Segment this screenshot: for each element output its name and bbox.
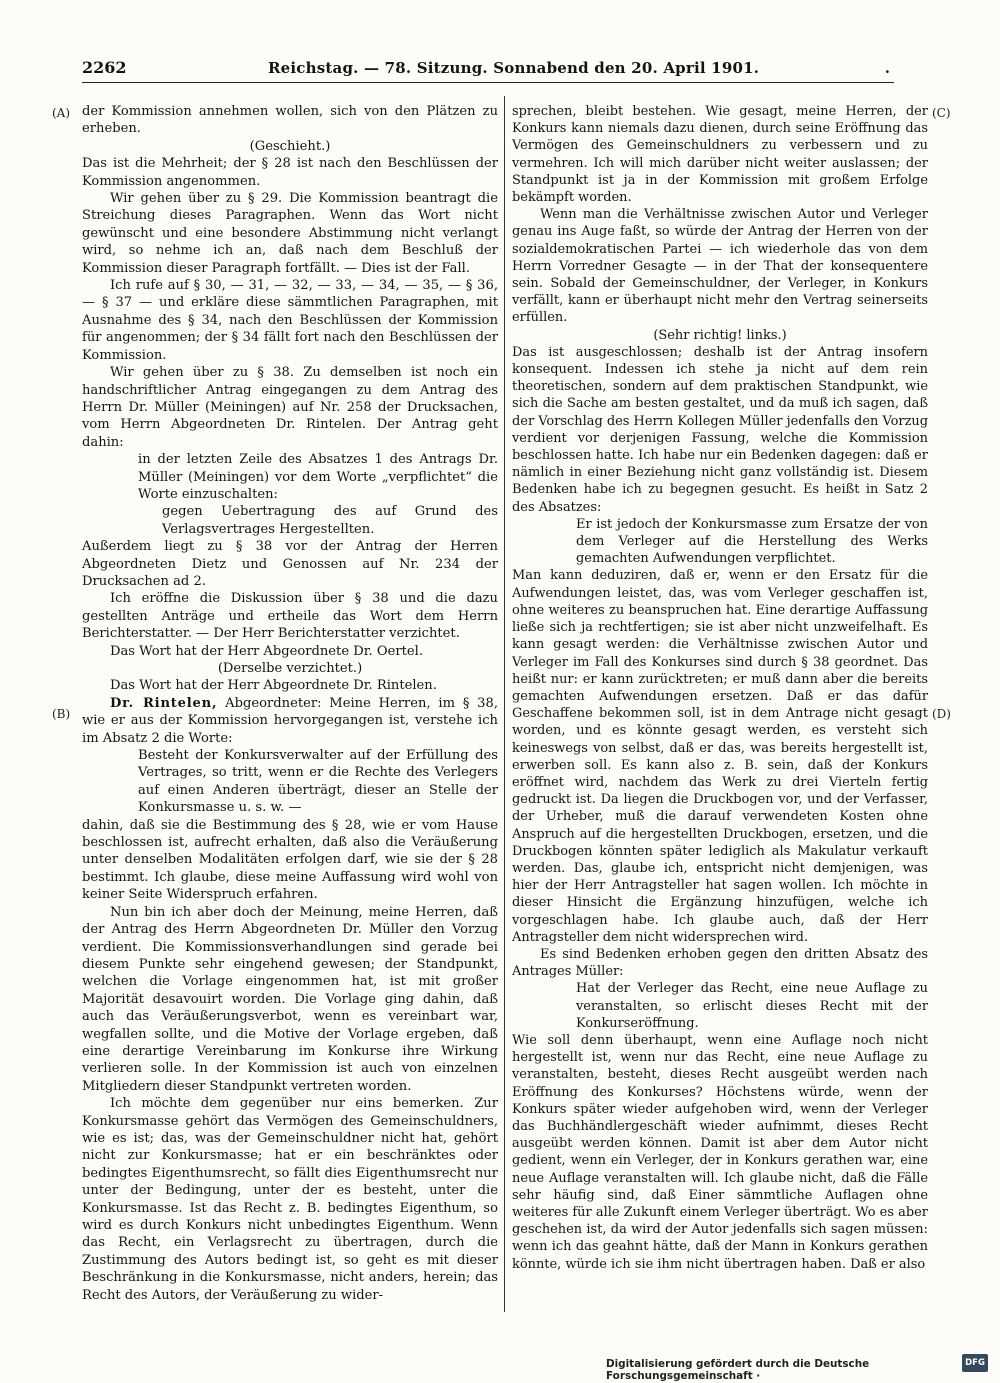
speech-opening [82,695,498,747]
paragraph: Es sind Bedenken erhoben gegen den dritten Absatz des Antrages Müller: [512,946,928,980]
paragraph: Das ist die Mehrheit; der § 28 ist nach den Beschlüssen der Kommission angenommen. [82,156,498,189]
column-divider [504,96,505,1312]
page-header [82,56,894,83]
margin-marker-c: (C) [932,106,951,120]
stage-direction: (Derselbe verzichtet.) [217,661,363,676]
paragraph: Ich möchte dem gegenüber nur eins bemerken. Zur Konkursmasse gehört das Vermögen des Gemeinschuldners, wie es ist; das, was der Gemeinschuldner nicht hat, gehört nicht zur Konkursmasse; hat er ein beschränktes oder bedingtes Eigenthumsrecht, so fällt dies Eigenthumsrecht nur unter der Bedingung, unter der es besteht, unter die Konkursmasse. Ist das Recht z. B. bedingtes Eigenthum, so wird es durch Konkurs nicht unbedingtes Eigenthum. Wenn das Recht, ein Verlagsrecht zu übertragen, durch die Zustimmung des Autors bedingt ist, so geht es mit dieser Beschränkung in die Konkursmasse, nicht anders, herein; das Recht des Autors, der Veräußerung zu wider- [82,1096,498,1303]
paragraph: Außerdem liegt zu § 38 vor der Antrag der Herren Abgeordneten Dietz und Genossen auf Nr. 234 der Drucksachen ad 2. [82,539,498,589]
left-column [82,103,498,1304]
paragraph: Wie soll denn überhaupt, wenn eine Auflage noch nicht hergestellt ist, wenn nur das Recht, eine neue Auflage zu veranstalten, besteht, dieses Recht ausgeübt werden nach Eröffnung des Konkurses? Höchstens würde, wenn der Konkurs später wieder aufgehoben wird, wenn der Verleger das Buchhändlergeschäft wieder aufnimmt, dieses Recht ausgeübt werden können. Damit ist aber dem Autor nicht gedient, wenn ein Verleger, der in Konkurs gerathen war, eine neue Auflage veranstalten will. Ich glaube nicht, daß die Fälle sehr häufig sind, daß Einer sämmtliche Auflagen ohne weiteres für alle Zukunft einem Verleger überträgt. Wo es aber geschehen ist, da wird der Autor jedenfalls sich sagen müssen: wenn ich das geahnt hätte, daß der Mann in Konkurs gerathen könnte, würde ich sie ihm nicht übertragen haben. Daß er also [512,1032,928,1272]
right-column [512,103,928,1273]
paragraph: Das Wort hat der Herr Abgeordnete Dr. Rintelen. [110,678,437,694]
paragraph: Das Wort hat der Herr Abgeordnete Dr. Oertel. [110,643,423,659]
quoted-law-text: Er ist jedoch der Konkursmasse zum Ersatze der von dem Verleger auf die Herstellung des Werks gemachten Aufwendungen verpflichtet. [576,516,928,567]
paragraph: Ich eröffne die Diskussion über § 38 und die dazu gestellten Anträge und ertheile das Wort dem Herrn Berichterstatter. — Der Herr Berichterstatter verzichtet. [82,591,498,642]
footer-credit: Digitalisierung gefördert durch die Deutsche Forschungsgemeinschaft · [606,1358,870,1382]
paragraph: Wir gehen über zu § 29. Die Kommission beantragt die Streichung dieses Paragraphen. Wenn das Wort nicht gewünscht und eine besondere Abstimmung nicht verlangt wird, so nehme ich an, daß nach dem Beschluß der Kommission dieser Paragraph fortfällt. — Dies ist der Fall. [82,191,498,276]
quoted-law-text: Besteht der Konkursverwalter auf der Erfüllung des Vertrages, so tritt, wenn er die Rechte des Verlegers auf einen Anderen überträgt, dieser an Stelle der Konkursmasse u. s. w. — [138,748,498,816]
speaker-name: Dr. Rintelen, [110,695,218,711]
paragraph: Nun bin ich aber doch der Meinung, meine Herren, daß der Antrag des Herrn Abgeordneten Dr. Müller den Vorzug verdient. Die Kommissionsverhandlungen sind gerade bei diesem Punkte sehr eingehend gewesen; der Standpunkt, welchen die Vorlage eingenommen hat, ist mit großer Majorität desavouirt worden. Die Vorlage ging dahin, daß auch das Veräußerungsverbot, wenn es vereinbart war, wegfallen sollte, und die Motive der Vorlage ergeben, daß eine derartige Vereinbarung im Konkurse ihre Wirkung verlieren solle. In der Kommission ist auch von einzelnen Mitgliedern dieser Standpunkt vertreten worden. [82,904,498,1094]
paragraph: Wenn man die Verhältnisse zwischen Autor und Verleger genau ins Auge faßt, so würde der Antrag der Herren von der sozialdemokratischen Partei — ich wiederhole das von dem Herrn Vorredner Gesagte — in der That der konsequentere sein. Sobald der Gemeinschuldner, der Verleger, in Konkurs verfällt, kann er überhaupt nicht mehr den Vertrag seinerseits erfüllen. [512,207,928,326]
paragraph: dahin, daß sie die Bestimmung des § 28, wie er vom Hause beschlossen ist, aufrecht erhalten, daß also die Veräußerung unter denselben Modalitäten erfolgen darf, wie sie der § 28 bestimmt. Ich glaube, diese meine Auffassung wird wohl von keiner Seite Widerspruch erfahren. [82,817,498,903]
dfg-logo-icon: DFG [962,1354,988,1372]
paragraph: sprechen, bleibt bestehen. Wie gesagt, meine Herren, der Konkurs kann niemals dazu dienen, durch seine Eröffnung das Vermögen des Gemeinschuldners zu verbessern und zu vermehren. Ich will mich darüber nicht weiter auslassen; der Standpunkt ist ja in der Kommission mit großem Erfolge bekämpft worden. [512,104,928,206]
paragraph: Wir gehen über zu § 38. Zu demselben ist noch ein handschriftlicher Antrag eingegangen zu dem Antrag des Herrn Dr. Müller (Meiningen) auf Nr. 258 der Drucksachen, vom Herrn Abgeordneten Dr. Rintelen. Der Antrag geht dahin: [82,365,498,450]
paragraph: Das ist ausgeschlossen; deshalb ist der Antrag insofern konsequent. Indessen ich stehe ja nicht auf dem rein theoretischen, sondern auf dem praktischen Standpunkt, wie sich die Sache am besten gestaltet, und da muß ich sagen, daß der Vorschlag des Herrn Kollegen Müller jedenfalls den Vorzug verdient vor derjenigen Fassung, welche die Kommission beschlossen hatte. Ich habe nur ein Bedenken dagegen: daß er nämlich in einer Beziehung nicht ganz vollständig ist. Diesem Bedenken habe ich zu begegnen gesucht. Es heißt in Satz 2 des Absatzes: [512,344,928,515]
margin-marker-a: (A) [52,106,71,120]
quoted-law-text: Hat der Verleger das Recht, eine neue Auflage zu veranstalten, so erlischt dieses Recht mit der Konkurseröffnung. [576,981,928,1031]
speech-text: Abgeordneter: Meine Herren, im § 38, wie er aus der Kommission hervorgegangen ist, verstehe ich im Absatz 2 die Worte: [82,695,498,746]
running-title: Reichstag. — 78. Sitzung. Sonnabend den 20. April 1901. [268,59,760,77]
paragraph: Ich rufe auf § 30, — 31, — 32, — 33, — 34, — 35, — § 36, — § 37 — und erkläre diese sämmtlichen Paragraphen, mit Ausnahme des § 34, nach den Beschlüssen der Kommission für angenommen; der § 34 fällt fort nach den Beschlüssen der Kommission. [82,278,498,363]
stage-direction: (Sehr richtig! links.) [653,327,787,343]
paragraph: der Kommission annehmen wollen, sich von den Plätzen zu erheben. [82,104,498,137]
stage-direction: (Geschieht.) [249,138,331,154]
margin-marker-b: (B) [52,707,71,721]
quoted-motion: in der letzten Zeile des Absatzes 1 des Antrags Dr. Müller (Meiningen) vor dem Worte „verpflichtet“ die Worte einzuschalten: [138,452,498,502]
quoted-motion-insert: gegen Uebertragung des auf Grund des Verlagsvertrages Hergestellten. [162,504,498,537]
header-dot: . [884,59,890,77]
page-number: 2262 [82,58,127,77]
margin-marker-d: (D) [932,707,951,721]
paragraph: Man kann deduziren, daß er, wenn er den Ersatz für die Aufwendungen leistet, das, was vom Verleger geschaffen ist, ohne weiteres zu beanspruchen hat. Eine derartige Auffassung ließe sich ja rechtfertigen; sie ist aber nicht unzweifelhaft. Es kann gesagt werden: die Verhältnisse zwischen Autor und Verleger im Fall des Konkurses sind durch § 38 geordnet. Das heißt nur: er kann zurücktreten; er muß dann aber die bereits gemachten Aufwendungen ersetzen. Daß er das dafür Geschaffene bekommen soll, ist in dem Antrage nicht gesagt worden, und es könnte gesagt werden, es versteht sich keineswegs von selbst, daß er das, was bereits hergestellt ist, erwerben soll. Es kann also z. B. sein, daß der Konkurs eröffnet wird, nachdem das Werk zu drei Vierteln fertig gedruckt ist. Da liegen die Druckbogen vor, und der Verfasser, der Urheber, muß die darauf verwendeten Kosten ohne Anspruch auf die hergestellten Druckbogen, ersetzen, und die Druckbogen könnten später lediglich als Makulatur verkauft werden. Das, glaube ich, entspricht nicht demjenigen, was hier der Herr Antragsteller hat sagen wollen. Ich möchte in dieser Hinsicht die Ergänzung hinzufügen, welche ich vorgeschlagen habe. Ich glaube auch, daß der Herr Antragsteller dem nicht widersprechen wird. [512,568,928,945]
